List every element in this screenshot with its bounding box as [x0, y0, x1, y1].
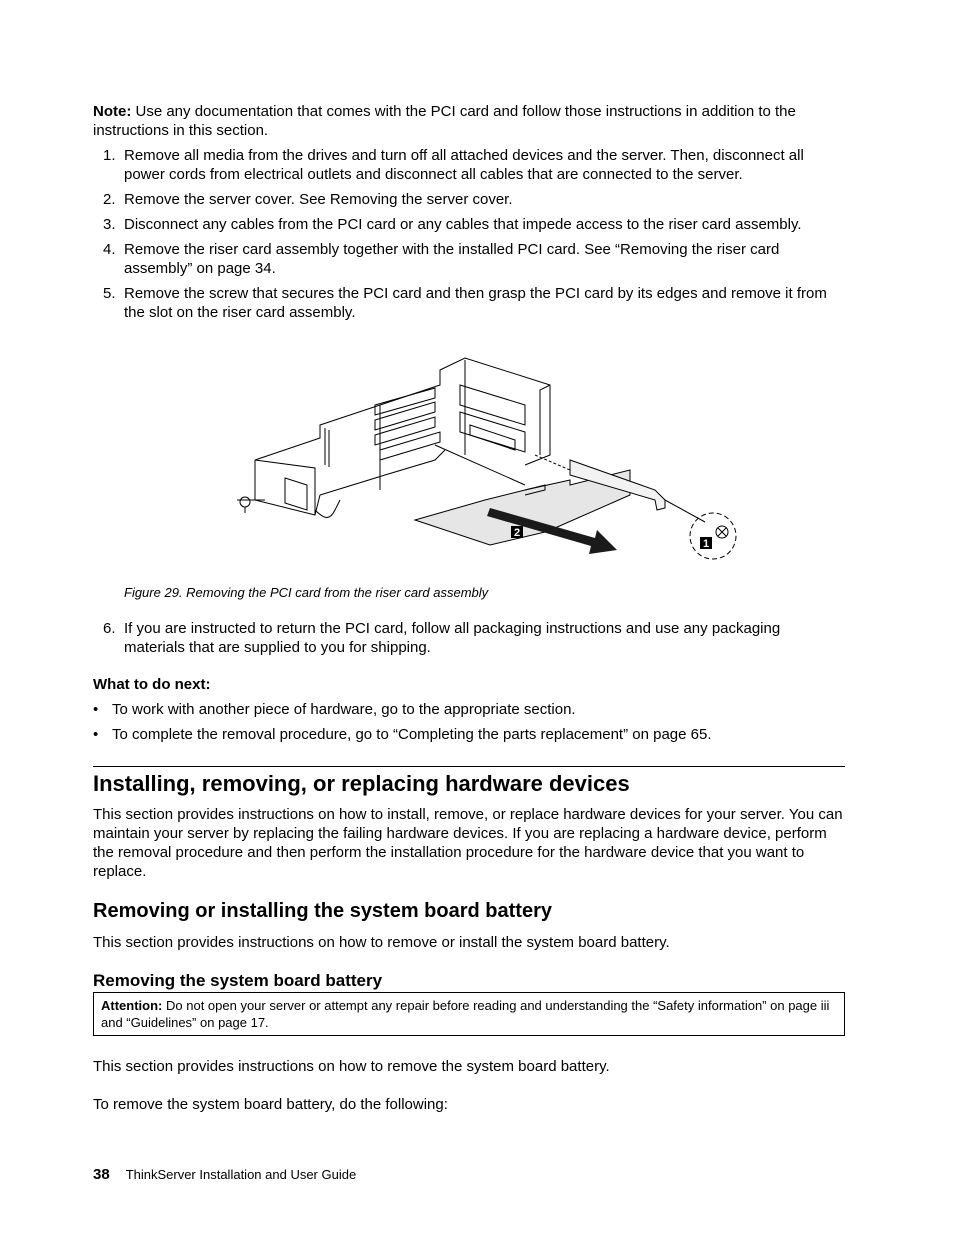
body-paragraph: This section provides instructions on how to remove the system board battery. [93, 1058, 610, 1075]
section-divider [93, 766, 845, 767]
step-number: 1. [103, 147, 116, 164]
step-text: Disconnect any cables from the PCI card or any cables that impede access to the riser card assembly. [124, 216, 802, 233]
subsubsection-title: Removing the system board battery [93, 971, 383, 990]
attention-text: Do not open your server or attempt any repair before reading and understanding the “Safety information” on page iii and “Guidelines” on page 17. [101, 998, 830, 1030]
pci-card-removal-figure [225, 350, 745, 570]
section-body: This section provides instructions on how to install, remove, or replace hardware devices for your server. You can maintain your server by replacing the failing hardware devices. If you are replacing a hardware device, perform the removal procedure and then perform the installation procedure for the hardware device that you want to replace. [93, 806, 843, 880]
step-number: 5. [103, 285, 116, 302]
step-number: 6. [103, 620, 116, 637]
bullet-text: To work with another piece of hardware, go to the appropriate section. [112, 701, 576, 718]
subsection-body: This section provides instructions on how to remove or install the system board battery. [93, 934, 670, 951]
section-title: Installing, removing, or replacing hardware devices [93, 771, 630, 796]
step-number: 4. [103, 241, 116, 258]
page-footer [93, 1165, 356, 1185]
bullet-icon: • [93, 726, 99, 743]
step-text: Remove the riser card assembly together with the installed PCI card. See “Removing the riser card assembly” on page 34. [124, 241, 780, 277]
step-number: 3. [103, 216, 116, 233]
bullet-text: To complete the removal procedure, go to “Completing the parts replacement” on page 65. [112, 726, 712, 743]
step-text: If you are instructed to return the PCI card, follow all packaging instructions and use any packaging materials that are supplied to you for shipping. [124, 620, 781, 656]
attention-label: Attention: [101, 998, 163, 1013]
body-paragraph: To remove the system board battery, do the following: [93, 1096, 448, 1113]
note-label: Note: [93, 103, 132, 120]
page-number: 38 [93, 1166, 110, 1183]
step-text: Remove all media from the drives and turn off all attached devices and the server. Then, disconnect all power cords from electrical outlets and disconnect all cables that are connected to the server. [124, 147, 804, 183]
step-text: Remove the screw that secures the PCI card and then grasp the PCI card by its edges and remove it from the slot on the riser card assembly. [124, 285, 827, 321]
subsection-title: Removing or installing the system board battery [93, 900, 552, 922]
note-text: Use any documentation that comes with the PCI card and follow those instructions in addition to the instructions in this section. [93, 103, 796, 139]
callout-2: 2 [513, 527, 521, 539]
what-to-do-next-heading: What to do next: [93, 676, 211, 693]
document-title: ThinkServer Installation and User Guide [125, 1167, 357, 1182]
callout-1: 1 [702, 538, 710, 550]
step-text: Remove the server cover. See Removing the server cover. [124, 191, 513, 208]
step-number: 2. [103, 191, 116, 208]
figure-caption: Figure 29. Removing the PCI card from the riser card assembly [124, 585, 489, 600]
bullet-icon: • [93, 701, 99, 718]
attention-box [93, 992, 845, 1036]
note-paragraph [93, 102, 845, 140]
